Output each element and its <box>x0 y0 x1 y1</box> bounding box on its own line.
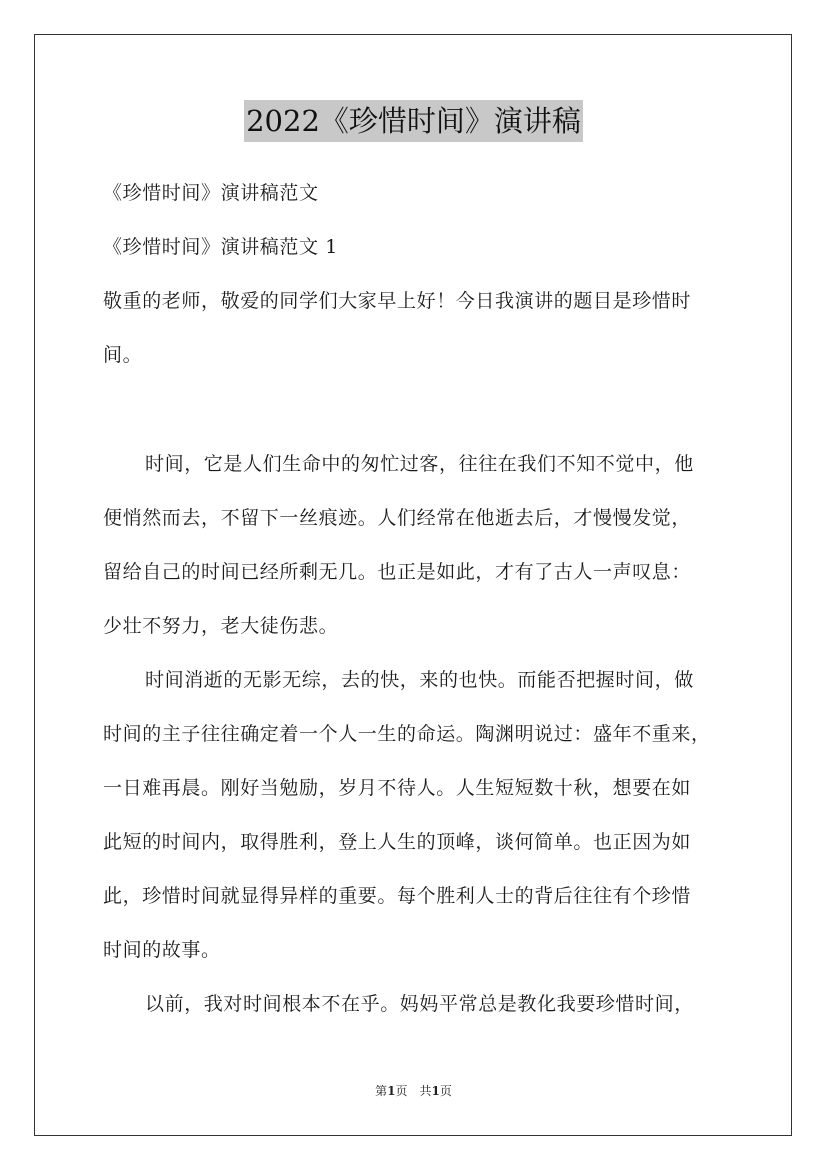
paragraph-line: 一日难再晨。刚好当勉励，岁月不待人。人生短短数十秋，想要在如 <box>103 777 692 799</box>
page-total-suffix: 页 <box>439 1084 452 1098</box>
paragraph-line: 时间的主子往往确定着一个人一生的命运。陶渊明说过：盛年不重来， <box>103 723 711 745</box>
page-total-prefix: 共 <box>419 1084 432 1098</box>
title-container <box>0 100 827 142</box>
greeting-line: 敬重的老师，敬爱的同学们大家早上好！今日我演讲的题目是珍惜时 <box>103 290 692 312</box>
page-number-prefix: 第 <box>375 1084 388 1098</box>
page-footer <box>0 1083 827 1099</box>
page-number-current: 1 <box>387 1084 396 1098</box>
greeting-line: 间。 <box>103 344 143 366</box>
paragraph-line: 以前，我对时间根本不在乎。妈妈平常总是教化我要珍惜时间， <box>145 993 694 1015</box>
page-number-suffix: 页 <box>395 1084 408 1098</box>
paragraph-line: 少壮不努力，老大徒伤悲。 <box>103 615 339 637</box>
paragraph-line: 便悄然而去，不留下一丝痕迹。人们经常在他逝去后，才慢慢发觉， <box>103 507 692 529</box>
paragraph-line: 此，珍惜时间就显得异样的重要。每个胜利人士的背后往往有个珍惜 <box>103 885 692 907</box>
paragraph-line: 时间的故事。 <box>103 939 221 961</box>
document-title: 2022《珍惜时间》演讲稿 <box>244 100 583 142</box>
paragraph-line: 留给自己的时间已经所剩无几。也正是如此，才有了古人一声叹息： <box>103 561 692 583</box>
paragraph-line: 时间消逝的无影无综，去的快，来的也快。而能否把握时间，做 <box>145 669 694 691</box>
subtitle-line: 《珍惜时间》演讲稿范文 1 <box>103 236 338 258</box>
paragraph-line: 时间，它是人们生命中的匆忙过客，往往在我们不知不觉中，他 <box>145 453 694 475</box>
paragraph-line: 此短的时间内，取得胜利，登上人生的顶峰，谈何简单。也正因为如 <box>103 831 692 853</box>
page-total-count: 1 <box>431 1084 440 1098</box>
subtitle-line: 《珍惜时间》演讲稿范文 <box>103 182 319 204</box>
